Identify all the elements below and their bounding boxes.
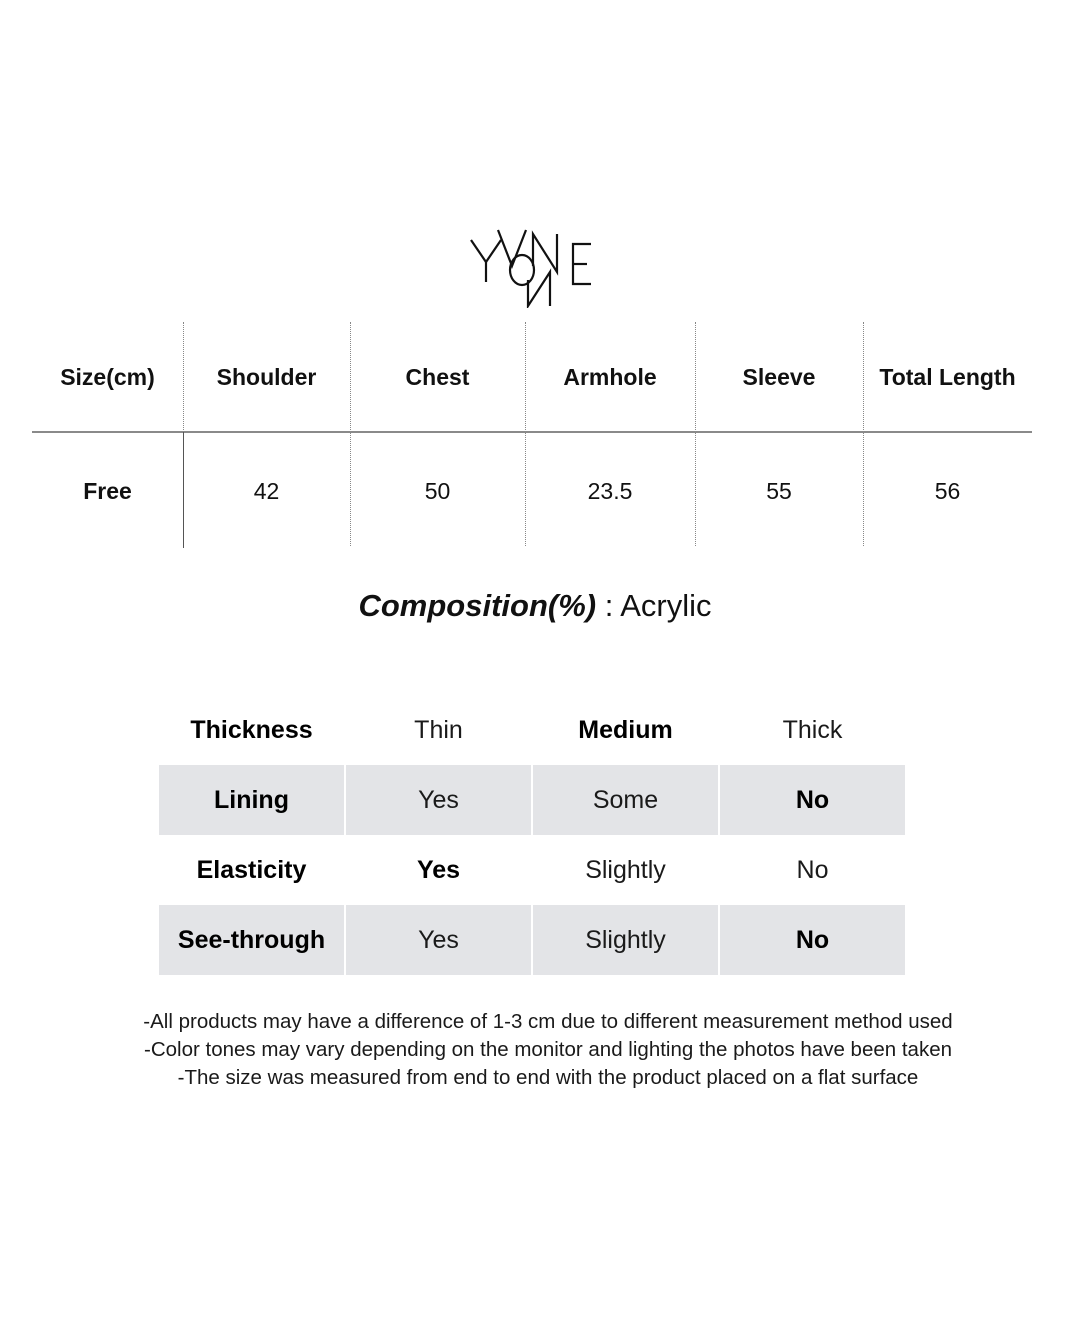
- note-line: -Color tones may vary depending on the monitor and lighting the photos have been taken: [144, 1038, 952, 1061]
- header-total-length: Total Length: [879, 363, 1016, 390]
- header-armhole: Armhole: [563, 363, 657, 390]
- note-line: -All products may have a difference of 1-3 cm due to different measurement method used: [143, 1010, 953, 1033]
- size-value: Free: [83, 477, 132, 504]
- fabric-row-label: Lining: [159, 765, 344, 835]
- fabric-row-lining: [159, 765, 905, 835]
- shoulder-value: 42: [253, 477, 280, 504]
- armhole-value: 23.5: [587, 477, 633, 504]
- fabric-option-selected: No: [720, 765, 905, 835]
- composition-line: [0, 588, 1070, 624]
- brand-logo-icon: [465, 222, 605, 308]
- fabric-option-selected: Yes: [416, 855, 461, 884]
- header-shoulder: Shoulder: [216, 363, 317, 390]
- fabric-row-elasticity: [159, 835, 905, 905]
- header-chest: Chest: [405, 363, 470, 390]
- size-table: [32, 322, 1032, 548]
- fabric-option: Some: [533, 765, 718, 835]
- brand-logo: [465, 222, 605, 308]
- fabric-option-selected: Medium: [578, 715, 673, 744]
- fabric-option: Slightly: [533, 905, 718, 975]
- sleeve-value: 55: [766, 477, 792, 504]
- fabric-option: No: [796, 855, 829, 884]
- fabric-row-see-through: [159, 905, 905, 975]
- chest-value: 50: [424, 477, 451, 504]
- fabric-option: Thick: [782, 715, 843, 744]
- fabric-row-label: Thickness: [190, 715, 313, 744]
- fabric-properties-table: [159, 695, 905, 975]
- composition-label: Composition(%): [358, 588, 597, 623]
- composition-separator: :: [596, 588, 621, 623]
- fabric-option-selected: No: [720, 905, 905, 975]
- fabric-option: Slightly: [585, 855, 666, 884]
- notes: [0, 1008, 1070, 1092]
- header-size: Size(cm): [60, 363, 155, 390]
- note-line: -The size was measured from end to end with the product placed on a flat surface: [177, 1066, 919, 1089]
- fabric-row-thickness: [159, 695, 905, 765]
- fabric-option: Yes: [346, 765, 531, 835]
- fabric-option: Yes: [346, 905, 531, 975]
- total-length-value: 56: [934, 477, 961, 504]
- fabric-option: Thin: [414, 715, 463, 744]
- header-sleeve: Sleeve: [742, 363, 816, 390]
- fabric-row-label: See-through: [159, 905, 344, 975]
- fabric-row-label: Elasticity: [196, 855, 307, 884]
- composition-value: Acrylic: [620, 588, 712, 623]
